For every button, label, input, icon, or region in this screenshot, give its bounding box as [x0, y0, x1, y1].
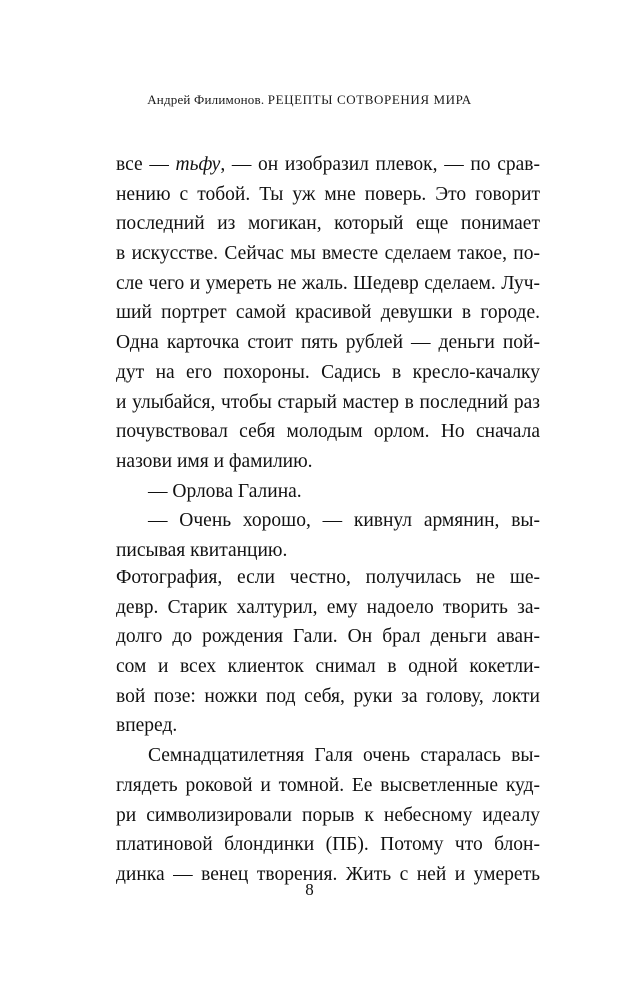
text-line: ший портрет самой красивой девушки в городе.	[116, 302, 540, 324]
text-line: платиновой блондинки (ПБ). Потому что блон-	[116, 834, 540, 856]
text-line: сом и всех клиенток снимал в одной кокетли-	[116, 656, 540, 678]
text-line: глядеть роковой и томной. Ее высветленные куд-	[116, 774, 540, 796]
text-line: ри символизировали порыв к небесному идеалу	[116, 804, 540, 826]
text-line: назови имя и фамилию.	[116, 450, 313, 472]
text-line: дут на его похороны. Садись в кресло-качалку	[116, 361, 540, 383]
text-line: последний из могикан, который еще понимает	[116, 213, 540, 235]
text-line: писывая квитанцию.	[116, 539, 288, 561]
dialogue-line: — Орлова Галина.	[148, 480, 302, 502]
text-line: динка — венец творения. Жить с ней и умереть	[116, 863, 540, 885]
text-line: нению с тобой. Ты уж мне поверь. Это говорит	[116, 183, 540, 205]
text-section-2	[116, 563, 540, 890]
text-line: вой позе: ножки под себя, руки за голову, локти	[116, 685, 540, 707]
page-number: 8	[305, 880, 314, 899]
text-section-1	[116, 150, 540, 566]
text-line: и улыбайся, чтобы старый мастер в последний раз	[116, 391, 540, 413]
text-line: долго до рождения Гали. Он брал деньги аван-	[116, 626, 540, 648]
text-line: в искусстве. Сейчас мы вместе сделаем такое, по-	[116, 243, 540, 265]
text-line: Одна карточка стоит пять рублей — деньги пой-	[116, 332, 540, 354]
text-line: сле чего и умереть не жаль. Шедевр сделаем. Луч-	[116, 272, 540, 294]
header-book-title: РЕЦЕПТЫ СОТВОРЕНИЯ МИРА	[267, 92, 472, 107]
emphasis-word: тьфу	[175, 154, 221, 175]
text-line: Семнадцатилетняя Галя очень старалась вы-	[148, 745, 540, 767]
text-line: девр. Старик халтурил, ему надоело творить за-	[116, 596, 540, 618]
text-line: Фотография, если честно, получилась не ше-	[116, 567, 540, 588]
text-line: все — тьфу, — он изобразил плевок, — по срав-	[116, 154, 540, 175]
dialogue-line: — Очень хорошо, — кивнул армянин, вы-	[148, 510, 540, 532]
running-header	[0, 92, 619, 108]
text-line: вперед.	[116, 715, 178, 737]
header-author: Андрей Филимонов.	[147, 92, 265, 107]
text-line: почувствовал себя молодым орлом. Но сначала	[116, 421, 540, 443]
